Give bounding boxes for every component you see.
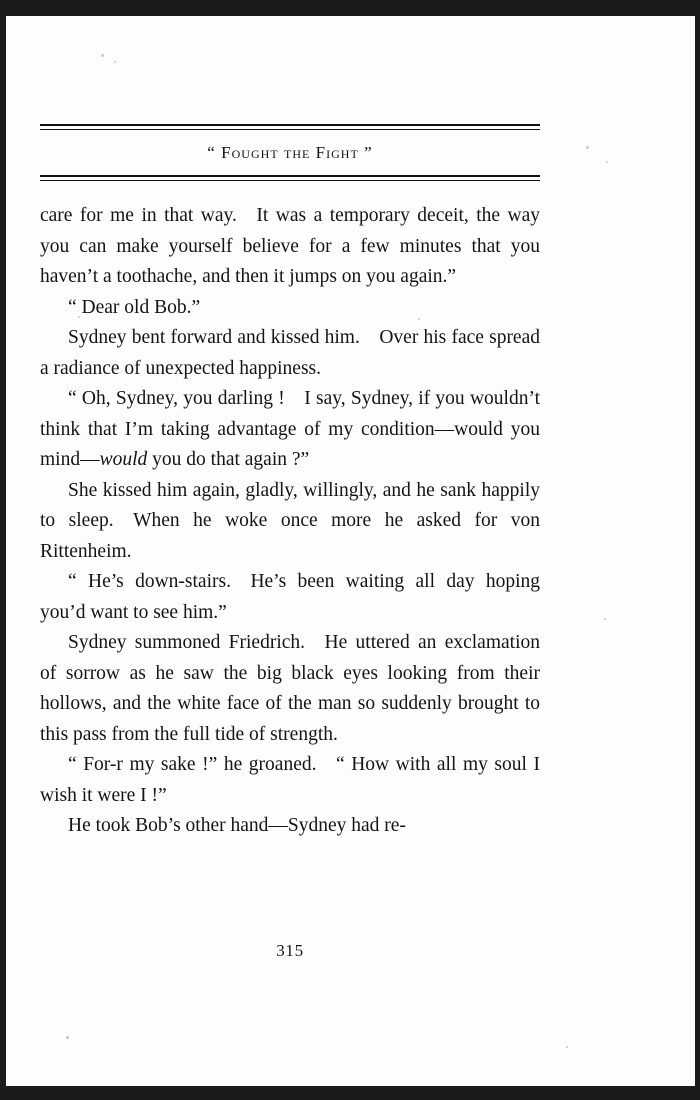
scan-speck: [101, 54, 104, 57]
paragraph: care for me in that way. It was a temporary deceit, the way you can make yourself believe for a few minutes that you haven’t a toothache, and then it jumps on you again.”: [40, 205, 540, 287]
page-number: 315: [276, 941, 304, 960]
body-text: [40, 201, 540, 842]
scan-edge-top: [0, 0, 700, 16]
running-head: “ Fought the Fight ”: [207, 143, 373, 162]
rule-thin-bottom: [40, 180, 540, 181]
rule-thick-top: [40, 124, 540, 126]
scan-speck: [606, 161, 608, 163]
scan-speck: [114, 61, 116, 63]
scan-speck: [604, 618, 606, 620]
paragraph: “ Dear old Bob.”: [68, 296, 201, 318]
paragraph-with-italic: [40, 384, 540, 476]
scan-speck: [586, 146, 589, 149]
scan-edge-right: [695, 0, 700, 1100]
paragraph-part-after-italic: you do that again ?”: [147, 449, 310, 470]
rule-thick-bottom: [40, 175, 540, 177]
scan-speck: [66, 1036, 69, 1039]
paragraph-part-before-italic: “ Oh, Sydney, you darling ! I say, Sydney, if you wouldn’t think that I’m taking advantage of my condition—would you mind—: [40, 388, 540, 470]
running-head-rule-bottom: [40, 175, 540, 181]
paragraph: He took Bob’s other hand—Sydney had re-: [68, 815, 406, 836]
paragraph: Sydney bent forward and kissed him. Over his face spread a radiance of unexpected happiness.: [40, 327, 540, 379]
page-text-block: [40, 124, 540, 842]
paragraph: “ For-r my sake !” he groaned. “ How with all my soul I wish it were I !”: [40, 754, 540, 806]
book-page: [6, 16, 695, 1086]
paragraph: “ He’s down-stairs. He’s been waiting all day hoping you’d want to see him.”: [40, 571, 540, 623]
scan-edge-bottom: [0, 1086, 700, 1100]
italic-word: would: [99, 449, 148, 470]
paragraph: Sydney summoned Friedrich. He uttered an exclamation of sorrow as he saw the big black eyes looking from their hollows, and the white face of the man so suddenly brought to this pass from the full tide of strength.: [40, 632, 540, 745]
scan-speck: [566, 1046, 568, 1048]
paragraph: She kissed him again, gladly, willingly, and he sank happily to sleep. When he woke once more he asked for von Rittenheim.: [40, 479, 540, 562]
